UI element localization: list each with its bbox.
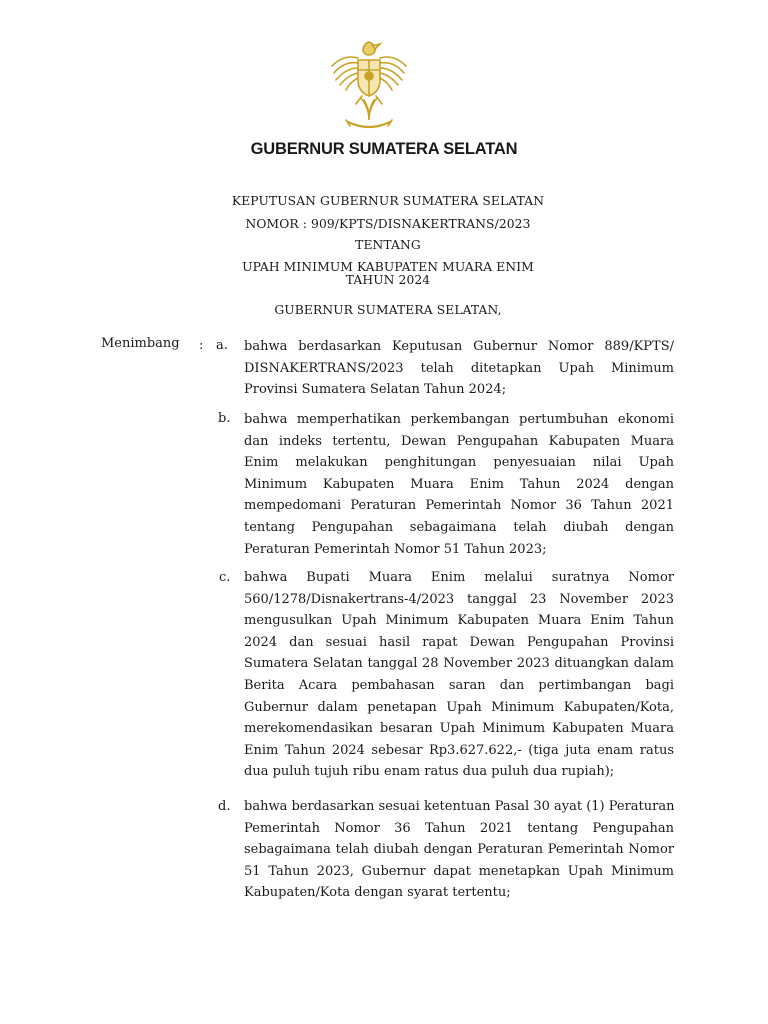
decree-number: NOMOR : 909/KPTS/DISNAKERTRANS/2023 bbox=[245, 217, 531, 231]
text-line: bahwa berdasarkan Keputusan Gubernur Nomor 889/KPTS/ bbox=[244, 339, 674, 354]
text-line: bahwa memperhatikan perkembangan pertumbuhan ekonomi bbox=[244, 412, 674, 427]
text-line: Gubernur dalam penetapan Upah Minimum Kabupaten/Kota, bbox=[244, 699, 674, 715]
text-line: 51 Tahun 2023, Gubernur dapat menetapkan Upah Minimum bbox=[244, 863, 674, 879]
text-line: tentang Pengupahan sebagaimana telah diubah dengan bbox=[244, 519, 674, 535]
text-line: Berita Acara pembahasan saran dan pertimbangan bagi bbox=[244, 677, 674, 693]
text-line: Pemerintah Nomor 36 Tahun 2021 tentang Pengupahan bbox=[244, 820, 674, 836]
decree-subject-line2: TAHUN 2024 bbox=[345, 273, 431, 287]
text-line: Enim Tahun 2024 sebesar Rp3.627.622,- (tiga juta enam ratus bbox=[244, 742, 674, 758]
decree-subject-line1: UPAH MINIMUM KABUPATEN MUARA ENIM bbox=[242, 260, 534, 274]
text-line: bahwa berdasarkan sesuai ketentuan Pasal 30 ayat (1) Peraturan bbox=[244, 799, 675, 814]
garuda-emblem-icon bbox=[328, 36, 410, 136]
text-line: sebagaimana telah diubah dengan Peraturan Pemerintah Nomor bbox=[244, 842, 674, 858]
item-body-b bbox=[244, 409, 674, 560]
text-line: bahwa Bupati Muara Enim melalui suratnya Nomor bbox=[244, 570, 674, 585]
decree-about: TENTANG bbox=[355, 238, 421, 252]
text-line: Peraturan Pemerintah Nomor 51 Tahun 2023; bbox=[244, 541, 547, 557]
decree-title: KEPUTUSAN GUBERNUR SUMATERA SELATAN bbox=[231, 194, 545, 208]
item-letter-b: b. bbox=[218, 411, 231, 426]
text-line: merekomendasikan besaran Upah Minimum Kabupaten Muara bbox=[244, 721, 674, 737]
item-letter-c: c. bbox=[219, 570, 231, 585]
item-letter-d: d. bbox=[218, 799, 231, 814]
decree-issuer: GUBERNUR SUMATERA SELATAN, bbox=[274, 303, 502, 317]
text-line: dan indeks tertentu, Dewan Pengupahan Kabupaten Muara bbox=[244, 433, 674, 449]
text-line: mengusulkan Upah Minimum Kabupaten Muara Enim Tahun bbox=[244, 613, 674, 629]
text-line: Kabupaten/Kota dengan syarat tertentu; bbox=[244, 885, 511, 901]
item-letter-a: a. bbox=[216, 338, 228, 353]
menimbang-label: Menimbang bbox=[101, 336, 180, 351]
item-body-d bbox=[244, 796, 674, 904]
text-line: Sumatera Selatan tanggal 28 November 2023 dituangkan dalam bbox=[244, 656, 674, 672]
item-body-c bbox=[244, 567, 674, 783]
text-line: Enim melakukan penghitungan penyesuaian nilai Upah bbox=[244, 455, 674, 471]
text-line: Provinsi Sumatera Selatan Tahun 2024; bbox=[244, 382, 507, 398]
text-line: mempedomani Peraturan Pemerintah Nomor 36 Tahun 2021 bbox=[244, 498, 674, 514]
text-line: DISNAKERTRANS/2023 telah ditetapkan Upah Minimum bbox=[244, 360, 674, 376]
menimbang-colon: : bbox=[199, 338, 204, 353]
text-line: Minimum Kabupaten Muara Enim Tahun 2024 dengan bbox=[244, 476, 674, 492]
text-line: 2024 dan sesuai hasil rapat Dewan Pengupahan Provinsi bbox=[244, 634, 674, 650]
text-line: dua puluh tujuh ribu enam ratus dua puluh dua rupiah); bbox=[244, 764, 615, 780]
governor-heading: GUBERNUR SUMATERA SELATAN bbox=[250, 140, 518, 158]
text-line: 560/1278/Disnakertrans-4/2023 tanggal 23 November 2023 bbox=[244, 591, 674, 607]
item-body-a bbox=[244, 336, 674, 401]
